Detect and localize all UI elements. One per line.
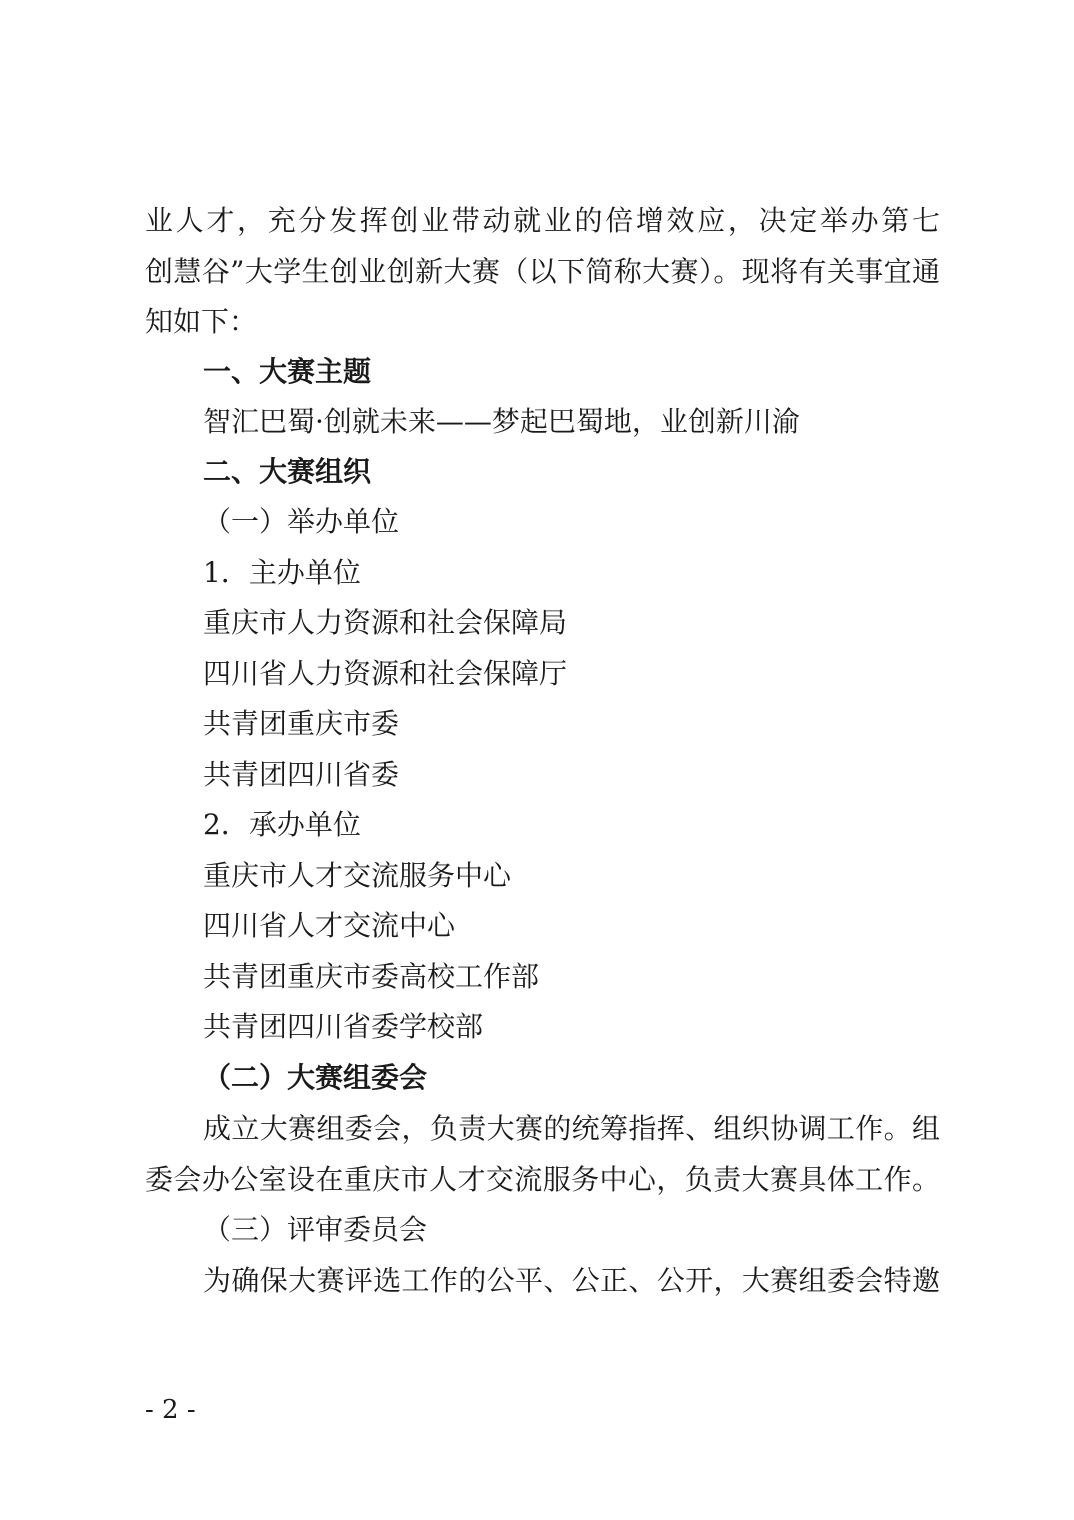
paragraph-continuation-line: 业人才，充分发挥创业带动就业的倍增效应，决定举办第七 xyxy=(145,204,940,237)
subsection-heading-committee: （二）大赛组委会 xyxy=(203,1061,428,1094)
list-item: 共青团四川省委学校部 xyxy=(203,1010,484,1043)
list-item: 四川省人力资源和社会保障厅 xyxy=(203,657,568,690)
section-heading-theme: 一、大赛主题 xyxy=(203,355,372,388)
paragraph-continuation-line: 知如下： xyxy=(145,305,258,338)
list-item: 共青团重庆市委 xyxy=(203,707,400,740)
paragraph-line: 成立大赛组委会，负责大赛的统筹指挥、组织协调工作。组 xyxy=(203,1112,940,1145)
section-heading-organization: 二、大赛组织 xyxy=(203,455,372,488)
paragraph-line: 委会办公室设在重庆市人才交流服务中心，负责大赛具体工作。 xyxy=(145,1163,940,1196)
paragraph-line: 为确保大赛评选工作的公平、公正、公开，大赛组委会特邀 xyxy=(203,1264,940,1297)
subsection-heading-review-committee: （三）评审委员会 xyxy=(203,1213,428,1246)
page-number: - 2 - xyxy=(145,1395,196,1425)
list-item: 共青团四川省委 xyxy=(203,758,400,791)
list-item: 重庆市人力资源和社会保障局 xyxy=(203,606,568,639)
list-heading-organizing-units: 2．承办单位 xyxy=(203,808,361,841)
list-item: 四川省人才交流中心 xyxy=(203,909,456,942)
paragraph-continuation-line: 创慧谷”大学生创业创新大赛（以下简称大赛）。现将有关事宜通 xyxy=(145,255,940,288)
list-heading-host-units: 1．主办单位 xyxy=(203,556,361,589)
theme-text: 智汇巴蜀·创就未来——梦起巴蜀地，业创新川渝 xyxy=(203,405,800,438)
list-item: 重庆市人才交流服务中心 xyxy=(203,859,512,892)
subsection-heading-organizers: （一）举办单位 xyxy=(203,505,400,538)
list-item: 共青团重庆市委高校工作部 xyxy=(203,960,540,993)
